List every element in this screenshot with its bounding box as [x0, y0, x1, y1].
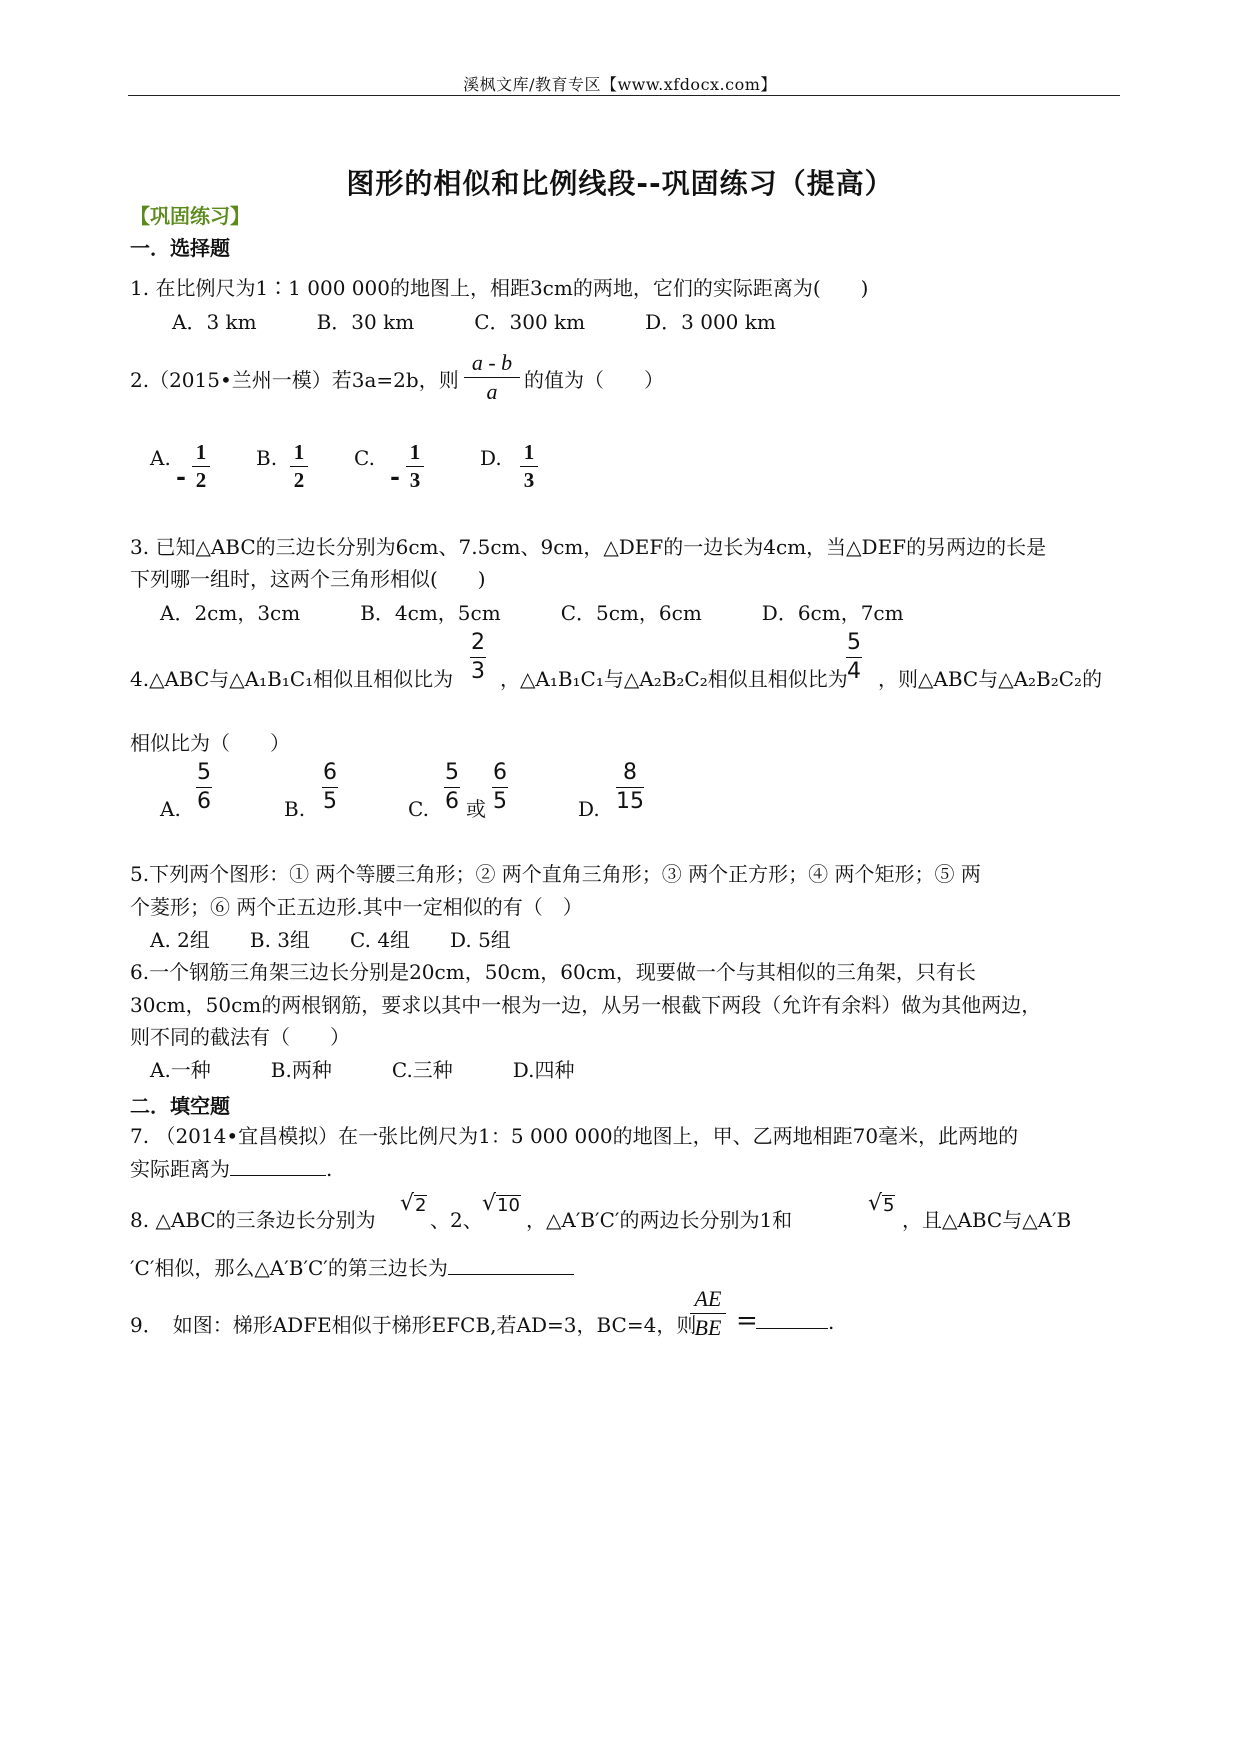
question-6-line-2: 30cm，50cm的两根钢筋，要求以其中一根为一边，从另一根截下两段（允许有余料）做为其他两边，: [130, 993, 1042, 1017]
question-1-options: A．3 km B．30 km C．300 km D．3 000 km: [172, 310, 776, 334]
question-8-part-2: 、2、: [430, 1208, 483, 1232]
question-9-text: 9． 如图：梯形ADFE相似于梯形EFCB,若AD=3，BC=4，则: [130, 1313, 697, 1337]
question-2-option-b-value: 1 2: [290, 442, 308, 491]
question-6-line-3: 则不同的截法有（ ）: [130, 1025, 350, 1049]
option-a-minus-sign: -: [176, 462, 186, 491]
question-6-options: A.一种 B.两种 C.三种 D.四种: [150, 1058, 575, 1082]
question-9-equals: =: [736, 1306, 758, 1336]
section-heading-fill: 二．填空题: [130, 1094, 230, 1118]
header-rule: [128, 95, 1120, 96]
question-4-part-1: 4.△ABC与△A₁B₁C₁相似且相似比为: [130, 667, 454, 691]
question-4-option-a-value: 5 6: [197, 760, 211, 814]
question-4-ratio-1: 2 3: [471, 630, 485, 684]
question-2-option-c-value: 1 3: [406, 442, 424, 491]
question-2-option-c-label: C.: [354, 446, 375, 470]
question-4-option-c-value-2: 6 5: [493, 760, 507, 814]
answer-blank-9[interactable]: [756, 1328, 828, 1329]
question-4-option-c-label: C.: [408, 797, 429, 821]
question-2-tail: 的值为（ ）: [524, 368, 664, 392]
question-7-line-2: 实际距离为 .: [130, 1157, 333, 1181]
question-4-ratio-2: 5 4: [847, 630, 861, 684]
sqrt-10: √ 10: [482, 1191, 520, 1216]
question-2-fraction: a - b a: [464, 352, 520, 403]
question-2-option-d-value: 1 3: [520, 442, 538, 491]
sqrt-5: √ 5: [868, 1191, 895, 1216]
question-2-option-a-label: A.: [150, 446, 171, 470]
question-4-option-d-label: D.: [578, 797, 600, 821]
question-7-line-1: 7. （2014•宜昌模拟）在一张比例尺为1：5 000 000的地图上，甲、乙两地相距70毫米，此两地的: [130, 1124, 1019, 1148]
question-4-option-b-value: 6 5: [323, 760, 337, 814]
question-2-option-a-value: 1 2: [192, 442, 210, 491]
section-heading-choice: 一．选择题: [130, 236, 230, 260]
question-1-stem: 1. 在比例尺为1∶1 000 000的地图上，相距3cm的两地，它们的实际距离为( ): [130, 276, 869, 300]
question-4-part-2: ，△A₁B₁C₁与△A₂B₂C₂相似且相似比为: [500, 667, 848, 691]
question-4-option-b-label: B.: [284, 797, 306, 821]
question-6-line-1: 6.一个钢筋三角架三边长分别是20cm，50cm，60cm，现要做一个与其相似的三角架，只有长: [130, 960, 976, 984]
question-5-options: A. 2组 B. 3组 C. 4组 D. 5组: [150, 928, 511, 952]
question-4-option-c-value-1: 5 6: [445, 760, 459, 814]
question-4-option-d-value: 8 15: [616, 760, 644, 814]
question-5-line-2: 个菱形；⑥ 两个正五边形.其中一定相似的有（ ）: [130, 895, 583, 919]
question-2-option-b-label: B.: [256, 446, 278, 470]
option-c-minus-sign: -: [390, 462, 400, 491]
question-9-fraction: AE BE: [690, 1288, 726, 1339]
page-header: 溪枫文库/教育专区【www.xfdocx.com】: [463, 75, 777, 94]
question-8-part-3: ，△A′B′C′的两边长分别为1和: [526, 1208, 793, 1232]
question-9-answer: .: [756, 1310, 834, 1334]
question-3-options: A．2cm，3cm B．4cm，5cm C．5cm，6cm D．6cm，7cm: [160, 601, 904, 625]
question-4-option-a-label: A.: [160, 797, 181, 821]
question-2-stem: 2.（2015•兰州一模）若3a=2b，则: [130, 368, 459, 392]
section-tag: 【巩固练习】: [130, 204, 250, 228]
question-8-part-4: ，且△ABC与△A′B: [902, 1208, 1072, 1232]
question-3-line-1: 3. 已知△ABC的三边长分别为6cm、7.5cm、9cm，△DEF的一边长为4cm，当△DEF的另两边的长是: [130, 535, 1047, 559]
question-8-part-1: 8. △ABC的三条边长分别为: [130, 1208, 376, 1232]
answer-blank-7[interactable]: [230, 1175, 326, 1176]
question-3-line-2: 下列哪一组时，这两个三角形相似( ): [130, 567, 486, 591]
question-8-line-2: ′C′相似，那么△A′B′C′的第三边长为: [130, 1256, 574, 1280]
question-5-line-1: 5.下列两个图形：① 两个等腰三角形；② 两个直角三角形；③ 两个正方形；④ 两个矩形；⑤ 两: [130, 862, 981, 886]
question-4-line-2: 相似比为（ ）: [130, 731, 290, 755]
question-4-part-3: ，则△ABC与△A₂B₂C₂的: [878, 667, 1103, 691]
question-4-option-c-or: 或: [466, 797, 486, 821]
question-2-option-d-label: D.: [480, 446, 502, 470]
answer-blank-8[interactable]: [448, 1274, 574, 1275]
page-title: 图形的相似和比例线段--巩固练习（提高）: [346, 167, 894, 200]
sqrt-2: √ 2: [400, 1191, 427, 1216]
